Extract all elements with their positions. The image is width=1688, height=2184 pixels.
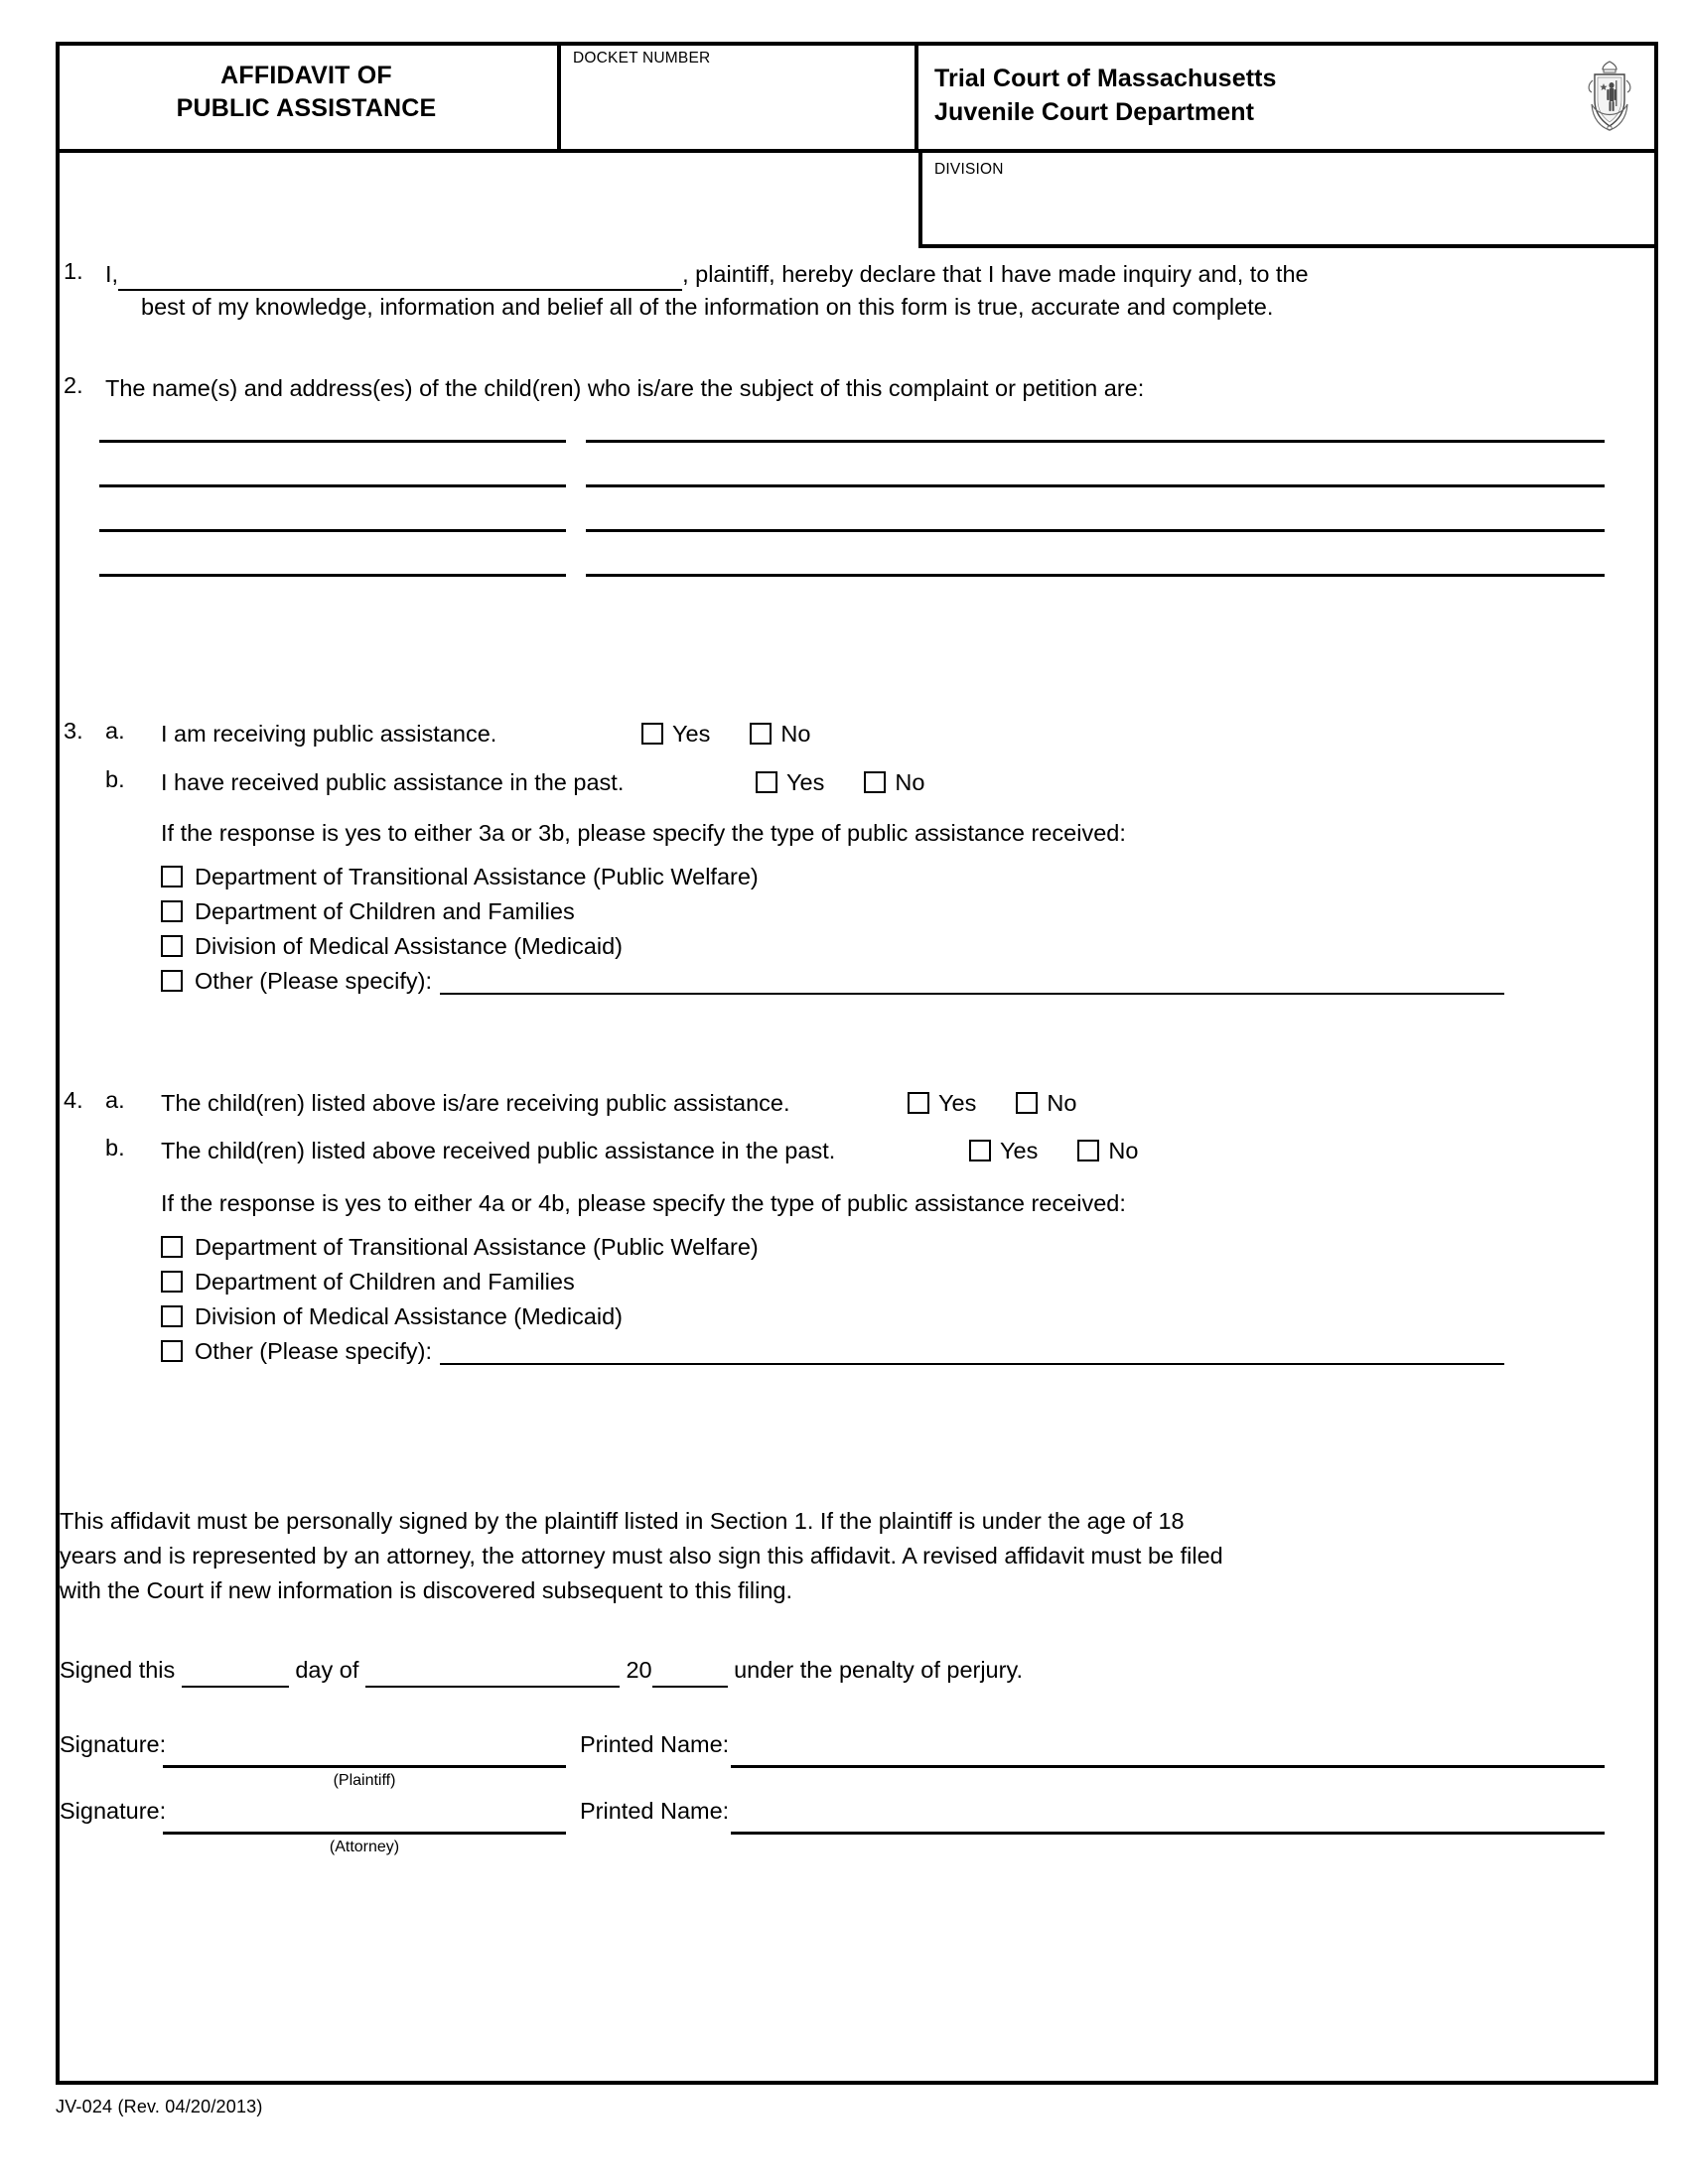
child-info-line-4-left[interactable] [99, 574, 566, 577]
item-4-option-2-checkbox[interactable] [161, 1271, 183, 1293]
attorney-printed-name-input[interactable] [731, 1832, 1605, 1835]
division-value[interactable] [934, 179, 1658, 185]
item-3a-letter: a. [105, 718, 125, 744]
item-4b-letter: b. [105, 1135, 125, 1160]
signed-this-prefix: Signed this [60, 1657, 176, 1683]
notice-paragraph [60, 1504, 1618, 1608]
item-4-option-1-checkbox[interactable] [161, 1236, 183, 1258]
item-3a-yes-label: Yes [672, 721, 711, 747]
form-title-line1: AFFIDAVIT OF [220, 62, 392, 89]
form-title-line2: PUBLIC ASSISTANCE [176, 94, 437, 122]
item-4-option-3-label: Division of Medical Assistance (Medicaid) [195, 1303, 623, 1329]
item-4-other-input[interactable] [440, 1341, 1504, 1365]
signed-month-input[interactable] [365, 1664, 620, 1688]
plaintiff-signature-input[interactable] [163, 1765, 566, 1768]
item-4b-text: The child(ren) listed above received public assistance in the past. [161, 1138, 836, 1163]
item-3-option-other-checkbox[interactable] [161, 970, 183, 992]
item-4-option-1[interactable] [161, 1234, 759, 1261]
item-4-option-other-checkbox[interactable] [161, 1340, 183, 1362]
item-4-option-3[interactable] [161, 1303, 623, 1330]
item-4a-text: The child(ren) listed above is/are receiving public assistance. [161, 1090, 790, 1116]
item-3-option-1-label: Department of Transitional Assistance (Public Welfare) [195, 864, 759, 889]
court-name-cell [918, 42, 1658, 149]
item-3a [64, 718, 810, 751]
item-4b-yes-label: Yes [1000, 1138, 1039, 1163]
child-info-line-3-left[interactable] [99, 529, 566, 532]
item-3a-no-label: No [780, 721, 811, 747]
plaintiff-name-input[interactable] [118, 265, 682, 291]
form-number-footer: JV-024 (Rev. 04/20/2013) [56, 2097, 263, 2116]
item-3-option-3[interactable] [161, 933, 623, 960]
child-info-line-3-right[interactable] [586, 529, 1605, 532]
item-4-instruction: If the response is yes to either 4a or 4b, please specify the type of public assistance received: [161, 1190, 1126, 1216]
child-info-line-1-left[interactable] [99, 440, 566, 443]
form-title-cell [56, 42, 561, 149]
attorney-printed-name-label: Printed Name: [580, 1798, 730, 1824]
item-3-option-2-label: Department of Children and Families [195, 898, 575, 924]
signed-year-prefix: 20 [626, 1657, 652, 1683]
attorney-signature-input[interactable] [163, 1832, 566, 1835]
item-4b-no-label: No [1108, 1138, 1139, 1163]
item-3a-text: I am receiving public assistance. [161, 721, 497, 747]
item-3-option-1-checkbox[interactable] [161, 866, 183, 887]
docket-number-value[interactable] [573, 68, 914, 73]
item-3-option-2[interactable] [161, 898, 575, 925]
signed-this-row [60, 1653, 1023, 1688]
item-3b-yes-checkbox[interactable] [756, 771, 777, 793]
item-4-option-3-checkbox[interactable] [161, 1305, 183, 1327]
item-3b [64, 766, 924, 799]
plaintiff-printed-name-input[interactable] [731, 1765, 1605, 1768]
child-info-line-2-right[interactable] [586, 484, 1605, 487]
item-4a [64, 1087, 1076, 1120]
attorney-signature-label: Signature: [60, 1798, 167, 1824]
signed-this-suffix: under the penalty of perjury. [734, 1657, 1023, 1683]
plaintiff-signature-label: Signature: [60, 1731, 167, 1757]
item-1 [64, 258, 1613, 325]
item-1-line2: best of my knowledge, information and belief all of the information on this form is true, accurate and complete. [141, 294, 1274, 321]
child-info-line-4-right[interactable] [586, 574, 1605, 577]
item-3-option-1[interactable] [161, 864, 759, 890]
item-3-option-3-label: Division of Medical Assistance (Medicaid) [195, 933, 623, 959]
court-name-line1: Trial Court of Massachusetts [934, 65, 1277, 92]
division-cell[interactable] [918, 153, 1658, 248]
signed-year-input[interactable] [652, 1664, 728, 1688]
item-2 [64, 372, 1613, 405]
item-3b-no-checkbox[interactable] [864, 771, 886, 793]
docket-number-label: DOCKET NUMBER [573, 50, 711, 67]
division-label: DIVISION [934, 161, 1004, 178]
item-4a-no-checkbox[interactable] [1016, 1092, 1038, 1114]
item-4-option-1-label: Department of Transitional Assistance (Public Welfare) [195, 1234, 759, 1260]
item-4-option-other-label: Other (Please specify): [195, 1338, 433, 1364]
item-3b-no-label: No [895, 769, 925, 795]
signed-this-mid: day of [295, 1657, 359, 1683]
item-4b-yes-checkbox[interactable] [969, 1140, 991, 1161]
item-3b-text: I have received public assistance in the past. [161, 769, 625, 795]
item-4a-yes-label: Yes [938, 1090, 977, 1116]
item-3b-yes-label: Yes [786, 769, 825, 795]
item-4-option-other[interactable] [161, 1338, 1504, 1365]
item-4a-no-label: No [1047, 1090, 1077, 1116]
attorney-caption: (Attorney) [329, 1839, 400, 1855]
item-3-option-3-checkbox[interactable] [161, 935, 183, 957]
massachusetts-state-seal-icon [1583, 59, 1636, 132]
item-4a-yes-checkbox[interactable] [908, 1092, 929, 1114]
notice-line3: with the Court if new information is discovered subsequent to this filing. [60, 1577, 793, 1603]
plaintiff-printed-name-label: Printed Name: [580, 1731, 730, 1757]
item-3-option-other-label: Other (Please specify): [195, 968, 433, 994]
signed-day-input[interactable] [182, 1664, 289, 1688]
item-3-option-2-checkbox[interactable] [161, 900, 183, 922]
child-info-line-2-left[interactable] [99, 484, 566, 487]
notice-line2: years and is represented by an attorney, the attorney must also sign this affidavit. A revised affidavit must be filed [60, 1543, 1223, 1569]
item-2-number: 2. [64, 372, 83, 398]
item-1-number: 1. [64, 258, 83, 284]
child-info-line-1-right[interactable] [586, 440, 1605, 443]
court-name-line2: Juvenile Court Department [934, 98, 1255, 126]
item-3-other-input[interactable] [440, 971, 1504, 995]
form-header [56, 42, 1658, 153]
plaintiff-caption: (Plaintiff) [333, 1772, 396, 1789]
item-3-instruction: If the response is yes to either 3a or 3b, please specify the type of public assistance received: [161, 820, 1126, 846]
item-4-option-2-label: Department of Children and Families [195, 1269, 575, 1295]
item-4-option-2[interactable] [161, 1269, 575, 1296]
item-4-number: 4. [64, 1087, 83, 1113]
item-3-option-other[interactable] [161, 968, 1504, 995]
item-4b [64, 1135, 1138, 1167]
item-2-text: The name(s) and address(es) of the child(ren) who is/are the subject of this complaint or petition are: [105, 375, 1145, 401]
item-1-lead: I, [105, 261, 119, 287]
item-4b-no-checkbox[interactable] [1077, 1140, 1099, 1161]
item-3a-no-checkbox[interactable] [750, 723, 772, 745]
notice-line1: This affidavit must be personally signed by the plaintiff listed in Section 1. If the plaintiff is under the age of 18 [60, 1508, 1185, 1534]
item-3b-letter: b. [105, 766, 125, 792]
item-1-after-blank: , plaintiff, hereby declare that I have made inquiry and, to the [682, 261, 1309, 287]
item-3a-yes-checkbox[interactable] [641, 723, 663, 745]
docket-number-cell[interactable] [561, 42, 918, 149]
item-4a-letter: a. [105, 1087, 125, 1113]
item-3-number: 3. [64, 718, 83, 744]
division-row [56, 153, 1658, 248]
